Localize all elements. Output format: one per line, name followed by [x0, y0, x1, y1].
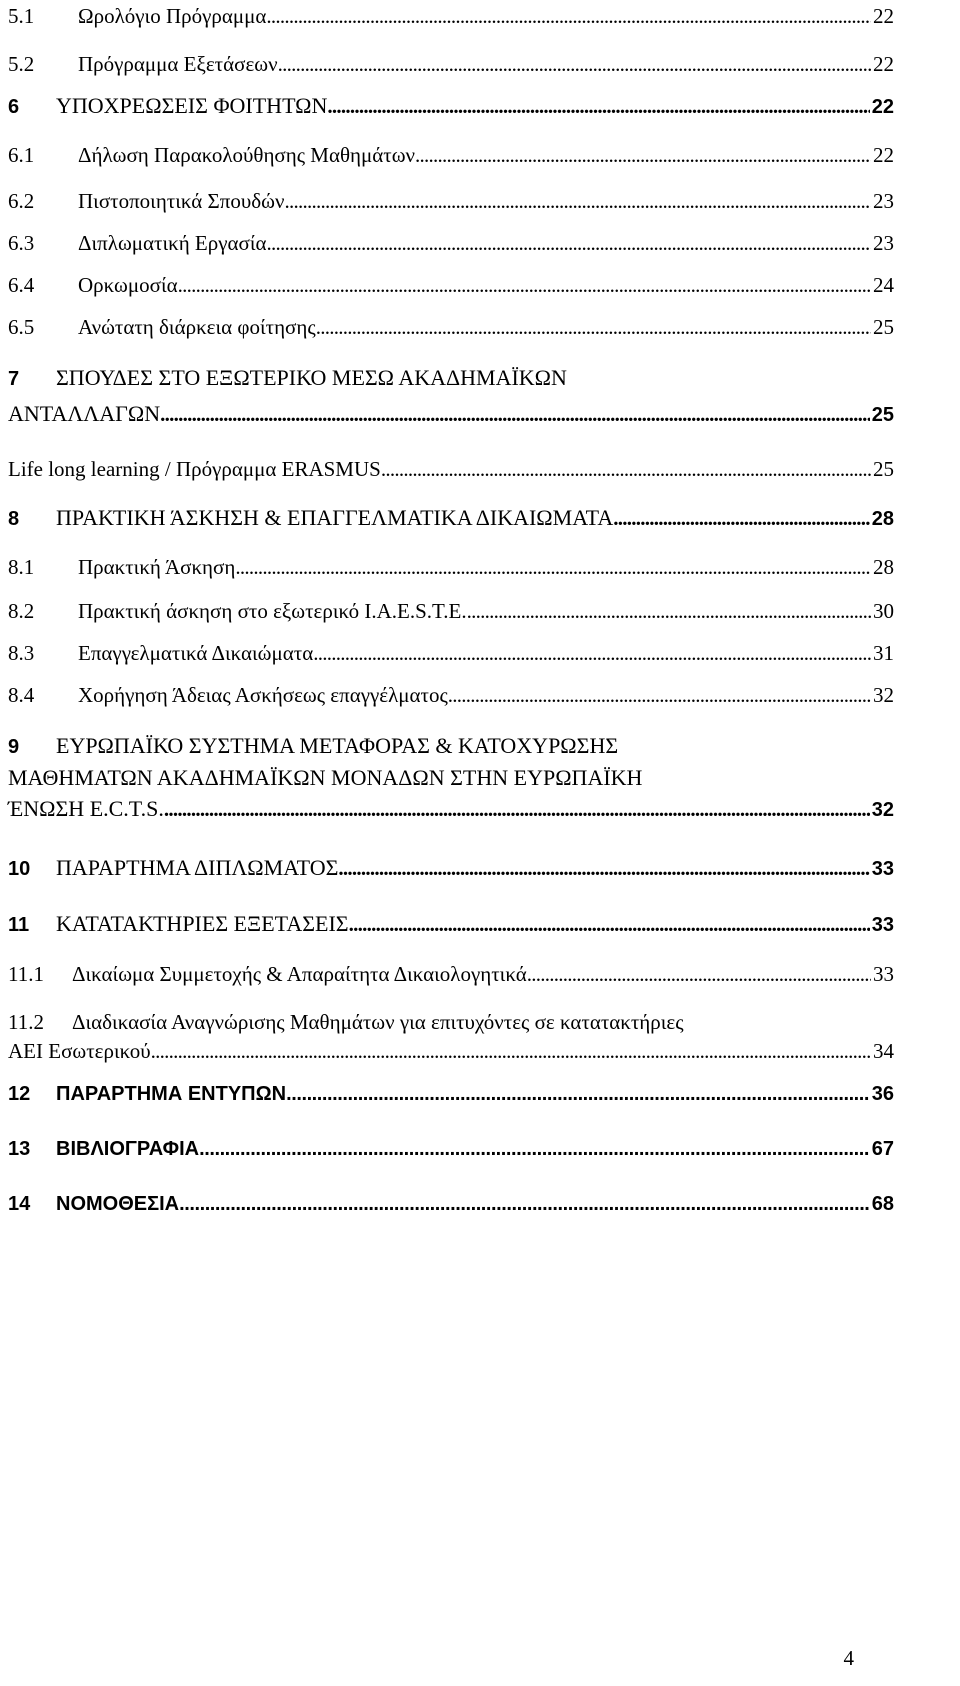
toc-chapter-entry[interactable] — [8, 92, 894, 121]
entry-title: Επαγγελματικά Δικαιώματα — [78, 641, 314, 665]
entry-page: 33 — [873, 962, 894, 986]
toc-chapter-entry[interactable] — [8, 854, 894, 883]
entry-title: ΚΑΤΑΤΑΚΤΗΡΙΕΣ ΕΞΕΤΑΣΕΙΣ — [56, 911, 349, 936]
entry-title: Δικαίωμα Συμμετοχής & Απαραίτητα Δικαιολογητικά — [72, 962, 527, 986]
dot-leader — [199, 1135, 870, 1163]
entry-page: 33 — [871, 858, 894, 880]
entry-number: 6.3 — [8, 231, 35, 255]
entry-page: 32 — [873, 683, 894, 707]
dot-leader — [278, 50, 871, 78]
entry-number: 11.1 — [8, 962, 44, 986]
entry-page: 31 — [873, 641, 894, 665]
entry-number: 8 — [8, 508, 20, 530]
dot-leader — [151, 1037, 871, 1065]
entry-number: 6.2 — [8, 189, 35, 213]
entry-number: 5.2 — [8, 52, 35, 76]
dot-leader — [349, 910, 870, 938]
entry-page: 22 — [871, 96, 894, 118]
entry-title-line1: ΣΠΟΥΔΕΣ ΣΤΟ ΕΞΩΤΕΡΙΚΟ ΜΕΣΩ ΑΚΑΔΗΜΑΪΚΩΝ — [56, 365, 567, 390]
entry-page: 32 — [871, 799, 894, 821]
entry-page: 22 — [873, 143, 894, 167]
dot-leader — [286, 1080, 870, 1108]
toc-entry[interactable] — [8, 271, 894, 299]
toc-entry[interactable] — [8, 229, 894, 257]
entry-page: 24 — [873, 273, 894, 297]
dot-leader — [613, 504, 870, 532]
entry-title: Χορήγηση Άδειας Ασκήσεως επαγγέλματος — [78, 683, 448, 707]
entry-number: 11 — [8, 914, 30, 936]
entry-number: 6 — [8, 96, 20, 118]
dot-leader — [448, 681, 871, 709]
toc-chapter-entry[interactable] — [8, 364, 894, 429]
entry-title: ΑΕΙ Εσωτερικού — [8, 1039, 151, 1063]
entry-title: ΠΑΡΑΡΤΗΜΑ ΕΝΤΥΠΩΝ — [56, 1083, 287, 1105]
dot-leader — [527, 960, 871, 988]
toc-entry[interactable] — [8, 681, 894, 709]
entry-number: 8.4 — [8, 683, 35, 707]
entry-title: Πρακτική Άσκηση — [78, 555, 236, 579]
entry-title: Ωρολόγιο Πρόγραμμα — [78, 4, 267, 28]
toc-chapter-entry[interactable] — [8, 732, 894, 824]
entry-title: Life long learning / Πρόγραμμα ERASMUS — [8, 457, 381, 481]
dot-leader — [235, 553, 871, 581]
entry-page: 34 — [873, 1039, 894, 1063]
toc-entry[interactable] — [8, 50, 894, 78]
entry-title: Πρόγραμμα Εξετάσεων — [78, 52, 278, 76]
entry-title-line2: ΜΑΘΗΜΑΤΩΝ ΑΚΑΔΗΜΑΪΚΩΝ ΜΟΝΑΔΩΝ ΣΤΗΝ ΕΥΡΩΠΑΪΚΗ — [8, 765, 643, 790]
toc-entry[interactable] — [8, 960, 894, 988]
entry-title: Πρακτική άσκηση στο εξωτερικό Ι.Α.Ε.S.Τ.Ε. — [78, 599, 467, 623]
dot-leader — [381, 455, 871, 483]
entry-page: 25 — [873, 315, 894, 339]
entry-title: ΝΟΜΟΘΕΣΙΑ — [56, 1193, 180, 1215]
toc-chapter-entry[interactable] — [8, 1135, 894, 1163]
entry-number: 13 — [8, 1138, 31, 1160]
dot-leader — [415, 141, 871, 169]
dot-leader — [284, 187, 871, 215]
entry-page: 22 — [873, 52, 894, 76]
toc-entry[interactable] — [8, 187, 894, 215]
toc-entry[interactable] — [8, 639, 894, 667]
entry-title: Διπλωματική Εργασία — [78, 231, 267, 255]
entry-page: 23 — [873, 189, 894, 213]
toc-chapter-entry[interactable] — [8, 1190, 894, 1218]
dot-leader — [267, 229, 872, 257]
entry-number: 12 — [8, 1083, 31, 1105]
entry-title: Δήλωση Παρακολούθησης Μαθημάτων — [78, 143, 416, 167]
entry-number: 6.1 — [8, 143, 35, 167]
toc-chapter-entry[interactable] — [8, 1080, 894, 1108]
entry-number: 7 — [8, 368, 20, 390]
entry-page: 28 — [871, 508, 894, 530]
entry-number: 6.4 — [8, 273, 35, 297]
entry-title-line1: Διαδικασία Αναγνώρισης Μαθημάτων για επιτυχόντες σε κατατακτήριες — [72, 1010, 684, 1034]
dot-leader — [313, 639, 871, 667]
entry-page: 68 — [871, 1193, 894, 1215]
entry-title: Ανώτατη διάρκεια φοίτησης — [78, 315, 316, 339]
toc-chapter-entry[interactable] — [8, 504, 894, 533]
toc-entry[interactable] — [8, 141, 894, 169]
entry-title: ΈΝΩΣΗ Ε.C.T.S. — [8, 796, 164, 821]
toc-entry[interactable] — [8, 1008, 894, 1065]
entry-number: 5.1 — [8, 4, 35, 28]
dot-leader — [179, 1190, 870, 1218]
toc-chapter-entry[interactable] — [8, 910, 894, 939]
entry-title: ΒΙΒΛΙΟΓΡΑΦΙΑ — [56, 1138, 200, 1160]
entry-page: 30 — [873, 599, 894, 623]
page-number: 4 — [843, 1646, 854, 1670]
entry-number: 6.5 — [8, 315, 35, 339]
dot-leader — [327, 92, 869, 120]
entry-page: 67 — [871, 1138, 894, 1160]
entry-title: ΠΡΑΚΤΙΚΗ ΆΣΚΗΣΗ & ΕΠΑΓΓΕΛΜΑΤΙΚΑ ΔΙΚΑΙΩΜΑΤΑ — [56, 505, 614, 530]
dot-leader — [266, 2, 871, 30]
entry-page: 22 — [873, 4, 894, 28]
entry-title: ΑΝΤΑΛΛΑΓΩΝ — [8, 401, 161, 426]
entry-number: 11.2 — [8, 1010, 44, 1034]
toc-entry[interactable] — [8, 597, 894, 625]
dot-leader — [164, 795, 870, 823]
entry-title-line1: ΕΥΡΩΠΑΪΚΟ ΣΥΣΤΗΜΑ ΜΕΤΑΦΟΡΑΣ & ΚΑΤΟΧΥΡΩΣΗΣ — [56, 733, 619, 758]
entry-page: 33 — [871, 914, 894, 936]
entry-title: Ορκωμοσία — [78, 273, 178, 297]
dot-leader — [467, 597, 871, 625]
entry-title: Πιστοποιητικά Σπουδών — [78, 189, 285, 213]
entry-page: 25 — [873, 457, 894, 481]
entry-number: 9 — [8, 736, 20, 758]
entry-page: 23 — [873, 231, 894, 255]
entry-page: 36 — [871, 1083, 894, 1105]
entry-number: 8.1 — [8, 555, 35, 579]
entry-number: 8.2 — [8, 599, 35, 623]
entry-title: ΥΠΟΧΡΕΩΣΕΙΣ ΦΟΙΤΗΤΩΝ — [56, 93, 328, 118]
dot-leader — [160, 400, 870, 428]
entry-number: 14 — [8, 1193, 31, 1215]
entry-number: 8.3 — [8, 641, 35, 665]
entry-page: 25 — [871, 404, 894, 426]
dot-leader — [178, 271, 871, 299]
toc-entry[interactable] — [8, 553, 894, 581]
entry-title: ΠΑΡΑΡΤΗΜΑ ΔΙΠΛΩΜΑΤΟΣ — [56, 855, 339, 880]
dot-leader — [316, 313, 871, 341]
toc-entry[interactable] — [8, 455, 894, 483]
toc-entry[interactable] — [8, 313, 894, 341]
entry-page: 28 — [873, 555, 894, 579]
dot-leader — [338, 854, 869, 882]
toc-entry[interactable] — [8, 2, 894, 30]
entry-number: 10 — [8, 858, 31, 880]
